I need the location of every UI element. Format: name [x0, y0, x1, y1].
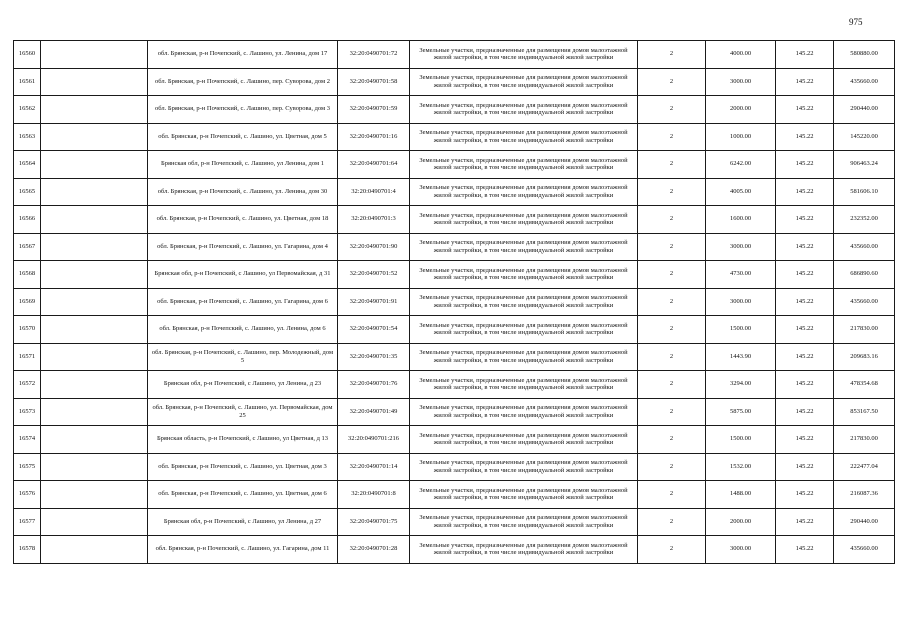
table-row	[14, 261, 895, 289]
area-cell: 6242.00	[706, 151, 776, 179]
area-cell: 1532.00	[706, 453, 776, 481]
empty-cell	[41, 426, 148, 454]
land-use-cell: Земельные участки, предназначенные для размещения домов малоэтажной жилой застройки, в том числе индивидуальной жилой застройки	[410, 426, 638, 454]
address-cell: обл. Брянская, р-н Почепский, с. Лашино, ул. Ленина, дом 6	[148, 316, 338, 344]
category-cell: 2	[638, 206, 706, 234]
row-number: 16560	[14, 41, 41, 69]
cadastral-number-cell: 32:20:0490701:90	[338, 233, 410, 261]
cadastral-number-cell: 32:20:0490701:64	[338, 151, 410, 179]
rate-cell: 145.22	[776, 343, 834, 371]
area-cell: 4005.00	[706, 178, 776, 206]
row-number: 16577	[14, 508, 41, 536]
row-number: 16578	[14, 536, 41, 564]
cadastral-value-cell: 216087.36	[834, 481, 895, 509]
cadastral-value-cell: 853167.50	[834, 398, 895, 426]
cadastral-number-cell: 32:20:0490701:216	[338, 426, 410, 454]
cadastral-value-cell: 478354.68	[834, 371, 895, 399]
land-use-cell: Земельные участки, предназначенные для размещения домов малоэтажной жилой застройки, в том числе индивидуальной жилой застройки	[410, 316, 638, 344]
rate-cell: 145.22	[776, 206, 834, 234]
row-number: 16564	[14, 151, 41, 179]
empty-cell	[41, 68, 148, 96]
category-cell: 2	[638, 123, 706, 151]
row-number: 16567	[14, 233, 41, 261]
rate-cell: 145.22	[776, 233, 834, 261]
empty-cell	[41, 151, 148, 179]
table-row	[14, 371, 895, 399]
table-row	[14, 233, 895, 261]
rate-cell: 145.22	[776, 68, 834, 96]
rate-cell: 145.22	[776, 508, 834, 536]
land-use-cell: Земельные участки, предназначенные для размещения домов малоэтажной жилой застройки, в том числе индивидуальной жилой застройки	[410, 206, 638, 234]
area-cell: 2000.00	[706, 96, 776, 124]
area-cell: 3000.00	[706, 536, 776, 564]
cadastral-value-cell: 290440.00	[834, 96, 895, 124]
cadastral-number-cell: 32:20:0490701:75	[338, 508, 410, 536]
empty-cell	[41, 233, 148, 261]
category-cell: 2	[638, 481, 706, 509]
rate-cell: 145.22	[776, 41, 834, 69]
cadastral-number-cell: 32:20:0490701:35	[338, 343, 410, 371]
table-row	[14, 288, 895, 316]
cadastral-value-cell: 435660.00	[834, 288, 895, 316]
land-use-cell: Земельные участки, предназначенные для размещения домов малоэтажной жилой застройки, в том числе индивидуальной жилой застройки	[410, 288, 638, 316]
cadastral-value-cell: 222477.04	[834, 453, 895, 481]
table-row	[14, 398, 895, 426]
rate-cell: 145.22	[776, 371, 834, 399]
address-cell: обл. Брянская, р-н Почепский, с. Лашино, ул. Цветная, дом 18	[148, 206, 338, 234]
category-cell: 2	[638, 288, 706, 316]
category-cell: 2	[638, 371, 706, 399]
table-row	[14, 68, 895, 96]
table-row	[14, 343, 895, 371]
cadastral-value-cell: 435660.00	[834, 536, 895, 564]
area-cell: 1443.90	[706, 343, 776, 371]
address-cell: обл. Брянская, р-н Почепский, с. Лашино, ул. Ленина, дом 17	[148, 41, 338, 69]
table-row	[14, 426, 895, 454]
empty-cell	[41, 371, 148, 399]
land-use-cell: Земельные участки, предназначенные для размещения домов малоэтажной жилой застройки, в том числе индивидуальной жилой застройки	[410, 371, 638, 399]
address-cell: обл. Брянская, р-н Почепский, с. Лашино, ул. Ленина, дом 30	[148, 178, 338, 206]
address-cell: Брянская область, р-н Почепский, с Лашино, ул Цветная, д 13	[148, 426, 338, 454]
address-cell: обл. Брянская, р-н Почепский, с. Лашино, ул. Цветная, дом 3	[148, 453, 338, 481]
area-cell: 2000.00	[706, 508, 776, 536]
rate-cell: 145.22	[776, 261, 834, 289]
category-cell: 2	[638, 151, 706, 179]
cadastral-value-cell: 906463.24	[834, 151, 895, 179]
row-number: 16565	[14, 178, 41, 206]
row-number: 16561	[14, 68, 41, 96]
cadastral-number-cell: 32:20:0490701:58	[338, 68, 410, 96]
category-cell: 2	[638, 96, 706, 124]
cadastral-value-cell: 232352.00	[834, 206, 895, 234]
address-cell: обл. Брянская, р-н Почепский, с. Лашино, ул. Гагарина, дом 6	[148, 288, 338, 316]
category-cell: 2	[638, 398, 706, 426]
cadastral-value-cell: 145220.00	[834, 123, 895, 151]
address-cell: обл. Брянская, р-н Почепский, с. Лашино, ул. Цветная, дом 6	[148, 481, 338, 509]
category-cell: 2	[638, 343, 706, 371]
land-use-cell: Земельные участки, предназначенные для размещения домов малоэтажной жилой застройки, в том числе индивидуальной жилой застройки	[410, 96, 638, 124]
cadastral-number-cell: 32:20:0490701:54	[338, 316, 410, 344]
category-cell: 2	[638, 508, 706, 536]
row-number: 16570	[14, 316, 41, 344]
area-cell: 3000.00	[706, 68, 776, 96]
address-cell: Брянская обл, р-н Почепский, с Лашино, ул Ленина, д 27	[148, 508, 338, 536]
empty-cell	[41, 41, 148, 69]
address-cell: Брянская обл, р-н Почепский, с Лашино, ул Ленина, д 23	[148, 371, 338, 399]
rate-cell: 145.22	[776, 426, 834, 454]
category-cell: 2	[638, 316, 706, 344]
cadastral-value-cell: 217830.00	[834, 426, 895, 454]
rate-cell: 145.22	[776, 288, 834, 316]
empty-cell	[41, 261, 148, 289]
cadastral-value-cell: 209683.16	[834, 343, 895, 371]
category-cell: 2	[638, 453, 706, 481]
category-cell: 2	[638, 261, 706, 289]
address-cell: обл. Брянская, р-н Почепский, с. Лашино, ул. Первомайская, дом 25	[148, 398, 338, 426]
empty-cell	[41, 481, 148, 509]
table-row	[14, 453, 895, 481]
address-cell: Брянская обл, р-н Почепский, с Лашино, ул Первомайская, д 31	[148, 261, 338, 289]
rate-cell: 145.22	[776, 536, 834, 564]
area-cell: 1500.00	[706, 426, 776, 454]
cadastral-value-cell: 580880.00	[834, 41, 895, 69]
rate-cell: 145.22	[776, 481, 834, 509]
land-use-cell: Земельные участки, предназначенные для размещения домов малоэтажной жилой застройки, в том числе индивидуальной жилой застройки	[410, 178, 638, 206]
cadastral-number-cell: 32:20:0490701:59	[338, 96, 410, 124]
row-number: 16566	[14, 206, 41, 234]
row-number: 16568	[14, 261, 41, 289]
table-row	[14, 151, 895, 179]
empty-cell	[41, 316, 148, 344]
cadastral-number-cell: 32:20:0490701:72	[338, 41, 410, 69]
address-cell: обл. Брянская, р-н Почепский, с. Лашино, ул. Гагарина, дом 11	[148, 536, 338, 564]
table-row	[14, 206, 895, 234]
cadastral-number-cell: 32:20:0490701:8	[338, 481, 410, 509]
table-row	[14, 178, 895, 206]
table-row	[14, 481, 895, 509]
empty-cell	[41, 206, 148, 234]
table-row	[14, 41, 895, 69]
rate-cell: 145.22	[776, 453, 834, 481]
address-cell: Брянская обл, р-н Почепский, с. Лашино, ул Ленина, дом 1	[148, 151, 338, 179]
cadastral-value-cell: 435660.00	[834, 68, 895, 96]
area-cell: 3294.00	[706, 371, 776, 399]
row-number: 16576	[14, 481, 41, 509]
land-use-cell: Земельные участки, предназначенные для размещения домов малоэтажной жилой застройки, в том числе индивидуальной жилой застройки	[410, 233, 638, 261]
land-use-cell: Земельные участки, предназначенные для размещения домов малоэтажной жилой застройки, в том числе индивидуальной жилой застройки	[410, 123, 638, 151]
cadastral-value-cell: 686890.60	[834, 261, 895, 289]
area-cell: 3000.00	[706, 233, 776, 261]
table-row	[14, 123, 895, 151]
area-cell: 1000.00	[706, 123, 776, 151]
address-cell: обл. Брянская, р-н Почепский, с. Лашино, ул. Гагарина, дом 4	[148, 233, 338, 261]
row-number: 16574	[14, 426, 41, 454]
cadastral-number-cell: 32:20:0490701:49	[338, 398, 410, 426]
cadastral-number-cell: 32:20:0490701:76	[338, 371, 410, 399]
empty-cell	[41, 536, 148, 564]
land-use-cell: Земельные участки, предназначенные для размещения домов малоэтажной жилой застройки, в том числе индивидуальной жилой застройки	[410, 151, 638, 179]
cadastral-number-cell: 32:20:0490701:28	[338, 536, 410, 564]
table-row	[14, 508, 895, 536]
empty-cell	[41, 123, 148, 151]
address-cell: обл. Брянская, р-н Почепский, с. Лашино, пер. Суворова, дом 2	[148, 68, 338, 96]
empty-cell	[41, 96, 148, 124]
area-cell: 1500.00	[706, 316, 776, 344]
land-plot-register-table	[13, 40, 895, 564]
land-use-cell: Земельные участки, предназначенные для размещения домов малоэтажной жилой застройки, в том числе индивидуальной жилой застройки	[410, 343, 638, 371]
category-cell: 2	[638, 178, 706, 206]
table-row	[14, 96, 895, 124]
cadastral-number-cell: 32:20:0490701:14	[338, 453, 410, 481]
address-cell: обл. Брянская, р-н Почепский, с. Лашино, пер. Суворова, дом 3	[148, 96, 338, 124]
area-cell: 1600.00	[706, 206, 776, 234]
land-use-cell: Земельные участки, предназначенные для размещения домов малоэтажной жилой застройки, в том числе индивидуальной жилой застройки	[410, 261, 638, 289]
category-cell: 2	[638, 68, 706, 96]
row-number: 16563	[14, 123, 41, 151]
land-use-cell: Земельные участки, предназначенные для размещения домов малоэтажной жилой застройки, в том числе индивидуальной жилой застройки	[410, 508, 638, 536]
empty-cell	[41, 508, 148, 536]
register-body	[14, 41, 895, 564]
area-cell: 3000.00	[706, 288, 776, 316]
cadastral-value-cell: 217830.00	[834, 316, 895, 344]
empty-cell	[41, 453, 148, 481]
table-row	[14, 316, 895, 344]
cadastral-value-cell: 290440.00	[834, 508, 895, 536]
rate-cell: 145.22	[776, 96, 834, 124]
row-number: 16562	[14, 96, 41, 124]
row-number: 16573	[14, 398, 41, 426]
cadastral-number-cell: 32:20:0490701:3	[338, 206, 410, 234]
cadastral-number-cell: 32:20:0490701:91	[338, 288, 410, 316]
land-use-cell: Земельные участки, предназначенные для размещения домов малоэтажной жилой застройки, в том числе индивидуальной жилой застройки	[410, 68, 638, 96]
cadastral-number-cell: 32:20:0490701:52	[338, 261, 410, 289]
empty-cell	[41, 343, 148, 371]
cadastral-number-cell: 32:20:0490701:4	[338, 178, 410, 206]
rate-cell: 145.22	[776, 398, 834, 426]
area-cell: 1488.00	[706, 481, 776, 509]
category-cell: 2	[638, 536, 706, 564]
rate-cell: 145.22	[776, 123, 834, 151]
area-cell: 5875.00	[706, 398, 776, 426]
rate-cell: 145.22	[776, 316, 834, 344]
cadastral-value-cell: 435660.00	[834, 233, 895, 261]
rate-cell: 145.22	[776, 151, 834, 179]
land-use-cell: Земельные участки, предназначенные для размещения домов малоэтажной жилой застройки, в том числе индивидуальной жилой застройки	[410, 41, 638, 69]
category-cell: 2	[638, 41, 706, 69]
row-number: 16569	[14, 288, 41, 316]
row-number: 16575	[14, 453, 41, 481]
row-number: 16572	[14, 371, 41, 399]
cadastral-value-cell: 581606.10	[834, 178, 895, 206]
area-cell: 4730.00	[706, 261, 776, 289]
land-use-cell: Земельные участки, предназначенные для размещения домов малоэтажной жилой застройки, в том числе индивидуальной жилой застройки	[410, 398, 638, 426]
land-use-cell: Земельные участки, предназначенные для размещения домов малоэтажной жилой застройки, в том числе индивидуальной жилой застройки	[410, 453, 638, 481]
empty-cell	[41, 288, 148, 316]
row-number: 16571	[14, 343, 41, 371]
address-cell: обл. Брянская, р-н Почепский, с. Лашино, ул. Цветная, дом 5	[148, 123, 338, 151]
page-number: 975	[849, 17, 863, 27]
address-cell: обл. Брянская, р-н Почепский, с. Лашино, пер. Молодежный, дом 5	[148, 343, 338, 371]
land-use-cell: Земельные участки, предназначенные для размещения домов малоэтажной жилой застройки, в том числе индивидуальной жилой застройки	[410, 536, 638, 564]
category-cell: 2	[638, 233, 706, 261]
table-row	[14, 536, 895, 564]
category-cell: 2	[638, 426, 706, 454]
land-use-cell: Земельные участки, предназначенные для размещения домов малоэтажной жилой застройки, в том числе индивидуальной жилой застройки	[410, 481, 638, 509]
cadastral-number-cell: 32:20:0490701:16	[338, 123, 410, 151]
empty-cell	[41, 178, 148, 206]
rate-cell: 145.22	[776, 178, 834, 206]
empty-cell	[41, 398, 148, 426]
area-cell: 4000.00	[706, 41, 776, 69]
